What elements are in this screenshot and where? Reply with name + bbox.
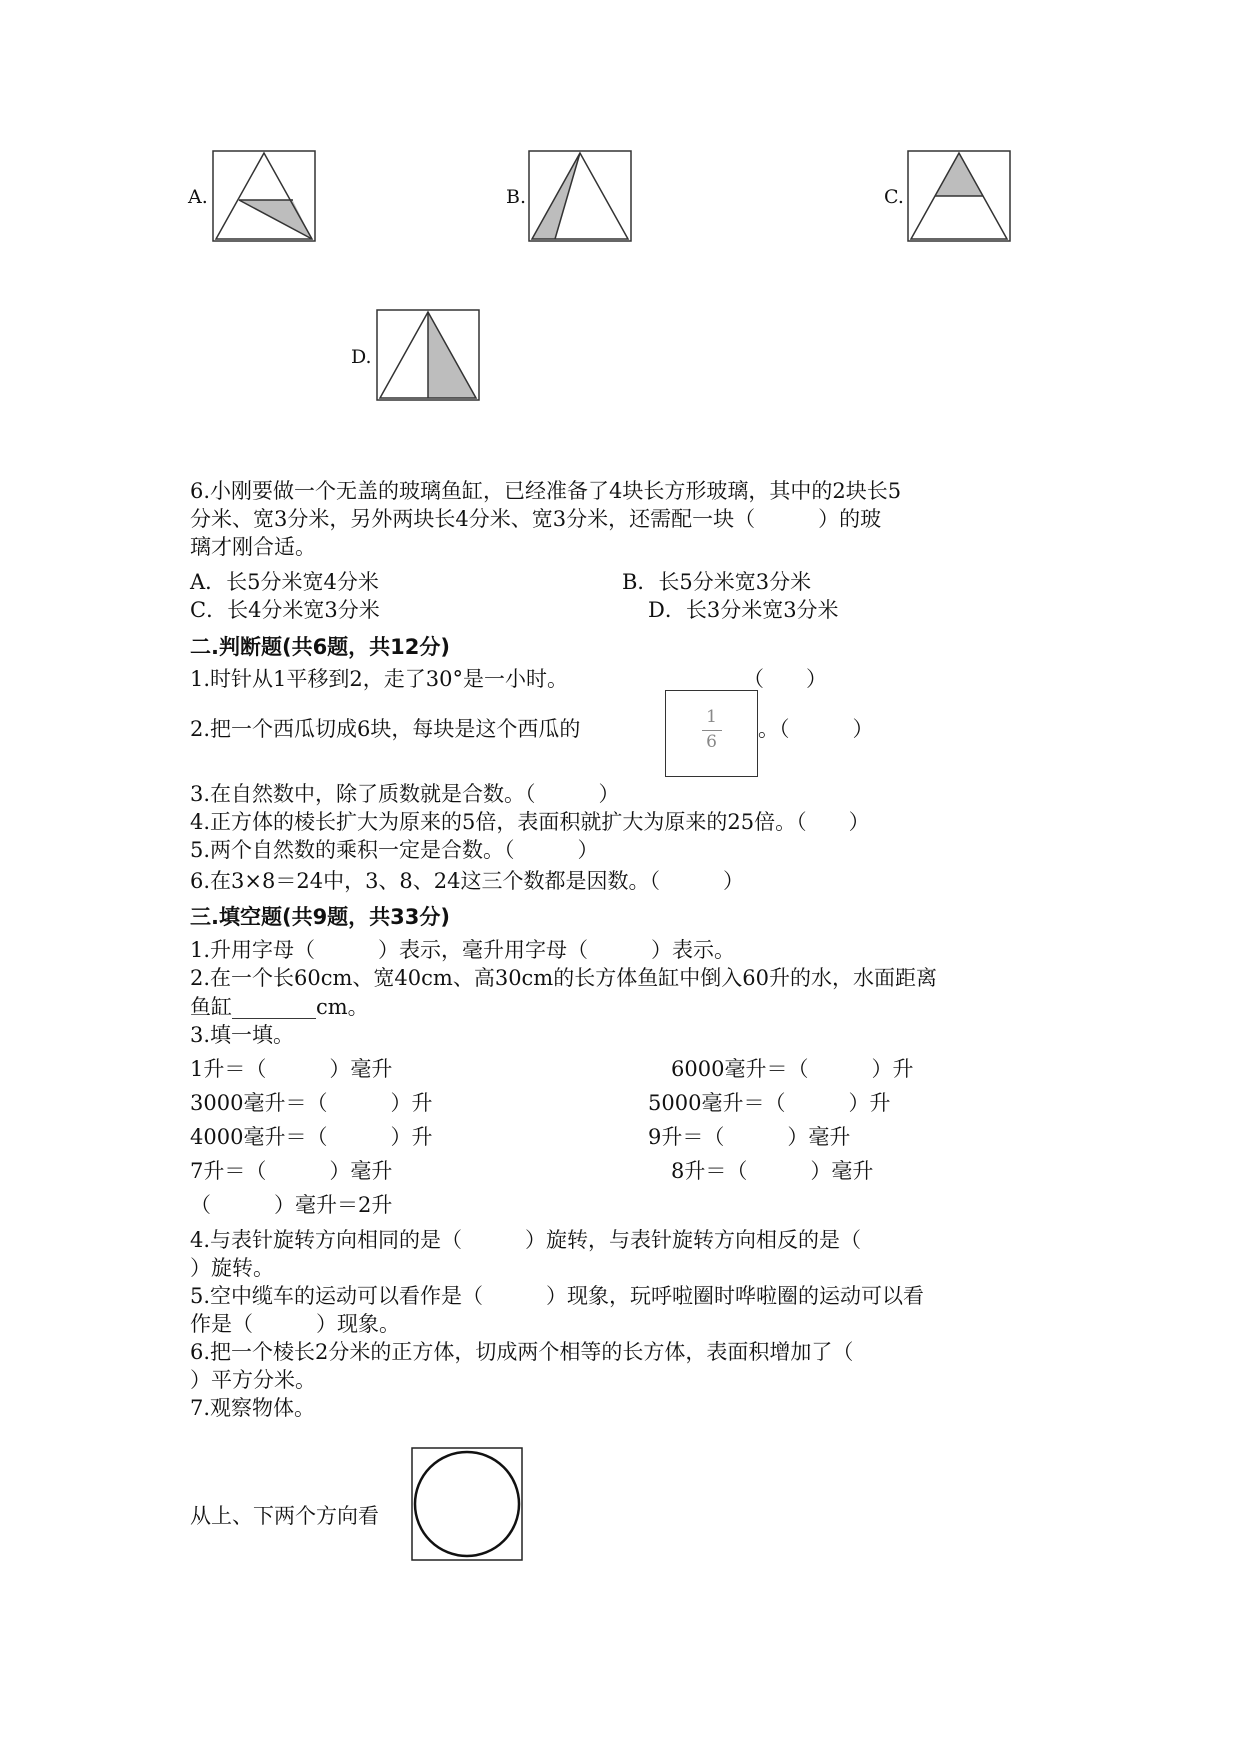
fraction-numerator: 1: [706, 707, 717, 727]
section2-title: 二.判断题(共6题，共12分): [190, 635, 451, 659]
option-d-label: D.: [351, 346, 372, 368]
s3-q3-left-3: 4000毫升＝（ ）升: [190, 1125, 433, 1149]
s3-q6-line-2: ）平方分米。: [190, 1368, 316, 1392]
s3-q7: 7.观察物体。: [190, 1396, 316, 1420]
option-b-label: B.: [506, 186, 527, 208]
s2-q1-paren: （ ）: [743, 667, 827, 691]
s3-q3-right-4: 8升＝（ ）毫升: [671, 1159, 874, 1183]
fraction-denominator: 6: [706, 732, 717, 752]
s2-q6: 6.在3×8＝24中，3、8、24这三个数都是因数。（ ）: [190, 869, 745, 893]
s3-q3-right-2: 5000毫升＝（ ）升: [648, 1091, 891, 1115]
fraction-bar: [702, 730, 722, 731]
s3-q3-left-1: 1升＝（ ）毫升: [190, 1057, 393, 1081]
s3-q3-right-1: 6000毫升＝（ ）升: [671, 1057, 914, 1081]
s3-q7-view-label: 从上、下两个方向看: [190, 1504, 379, 1528]
option-d-figure: [376, 309, 480, 401]
s3-q3-left-2: 3000毫升＝（ ）升: [190, 1091, 433, 1115]
option-c-label: C.: [884, 186, 904, 208]
s3-q2-line-1: 2.在一个长60cm、宽40cm、高30cm的长方体鱼缸中倒入60升的水，水面距离: [190, 966, 937, 990]
s3-q3: 3.填一填。: [190, 1023, 295, 1047]
s2-q2-tail: 。（ ）: [758, 717, 874, 741]
q6-stem-line-2: 分米、宽3分米，另外两块长4分米、宽3分米，还需配一块（ ）的玻: [190, 507, 882, 531]
s3-q1: 1.升用字母（ ）表示，毫升用字母（ ）表示。: [190, 938, 736, 962]
option-b-figure: [528, 150, 632, 242]
q6-option-c: C．长4分米宽3分米: [190, 598, 380, 622]
option-c-figure: [907, 150, 1011, 242]
s2-q2: 2.把一个西瓜切成6块，每块是这个西瓜的: [190, 717, 581, 741]
s3-q5-line-1: 5.空中缆车的运动可以看作是（ ）现象，玩呼啦圈时哗啦圈的运动可以看: [190, 1284, 925, 1308]
s3-q5-line-2: 作是（ ）现象。: [190, 1312, 400, 1336]
s2-q1: 1.时针从1平移到2，走了30°是一小时。: [190, 667, 568, 691]
q6-stem-line-1: 6.小刚要做一个无盖的玻璃鱼缸，已经准备了4块长方形玻璃，其中的2块长5: [190, 479, 902, 503]
option-a-label: A.: [188, 186, 208, 208]
q6-stem-line-3: 璃才刚合适。: [190, 535, 316, 559]
s3-q6-line-1: 6.把一个棱长2分米的正方体，切成两个相等的长方体，表面积增加了（: [190, 1340, 854, 1364]
q6-option-a: A．长5分米宽4分米: [190, 570, 379, 594]
s2-q2-fraction-box: [665, 690, 758, 777]
s3-q3-left-5: （ ）毫升＝2升: [190, 1193, 393, 1217]
section3-title: 三.填空题(共9题，共33分): [190, 905, 451, 929]
s3-q4-line-1: 4.与表针旋转方向相同的是（ ）旋转，与表针旋转方向相反的是（: [190, 1228, 862, 1252]
q6-option-d: D．长3分米宽3分米: [648, 598, 839, 622]
q6-option-b: B．长5分米宽3分米: [622, 570, 812, 594]
s2-q3: 3.在自然数中，除了质数就是合数。（ ）: [190, 782, 620, 806]
option-a-figure: [212, 150, 316, 242]
s2-q5: 5.两个自然数的乘积一定是合数。（ ）: [190, 838, 599, 862]
s3-q3-right-3: 9升＝（ ）毫升: [648, 1125, 851, 1149]
s3-q3-left-4: 7升＝（ ）毫升: [190, 1159, 393, 1183]
s3-q4-line-2: ）旋转。: [190, 1256, 274, 1280]
s2-q4: 4.正方体的棱长扩大为原来的5倍，表面积就扩大为原来的25倍。（ ）: [190, 810, 870, 834]
top-view-circle-figure: [411, 1447, 523, 1561]
s3-q2-line-2: 鱼缸________cm。: [190, 995, 369, 1019]
